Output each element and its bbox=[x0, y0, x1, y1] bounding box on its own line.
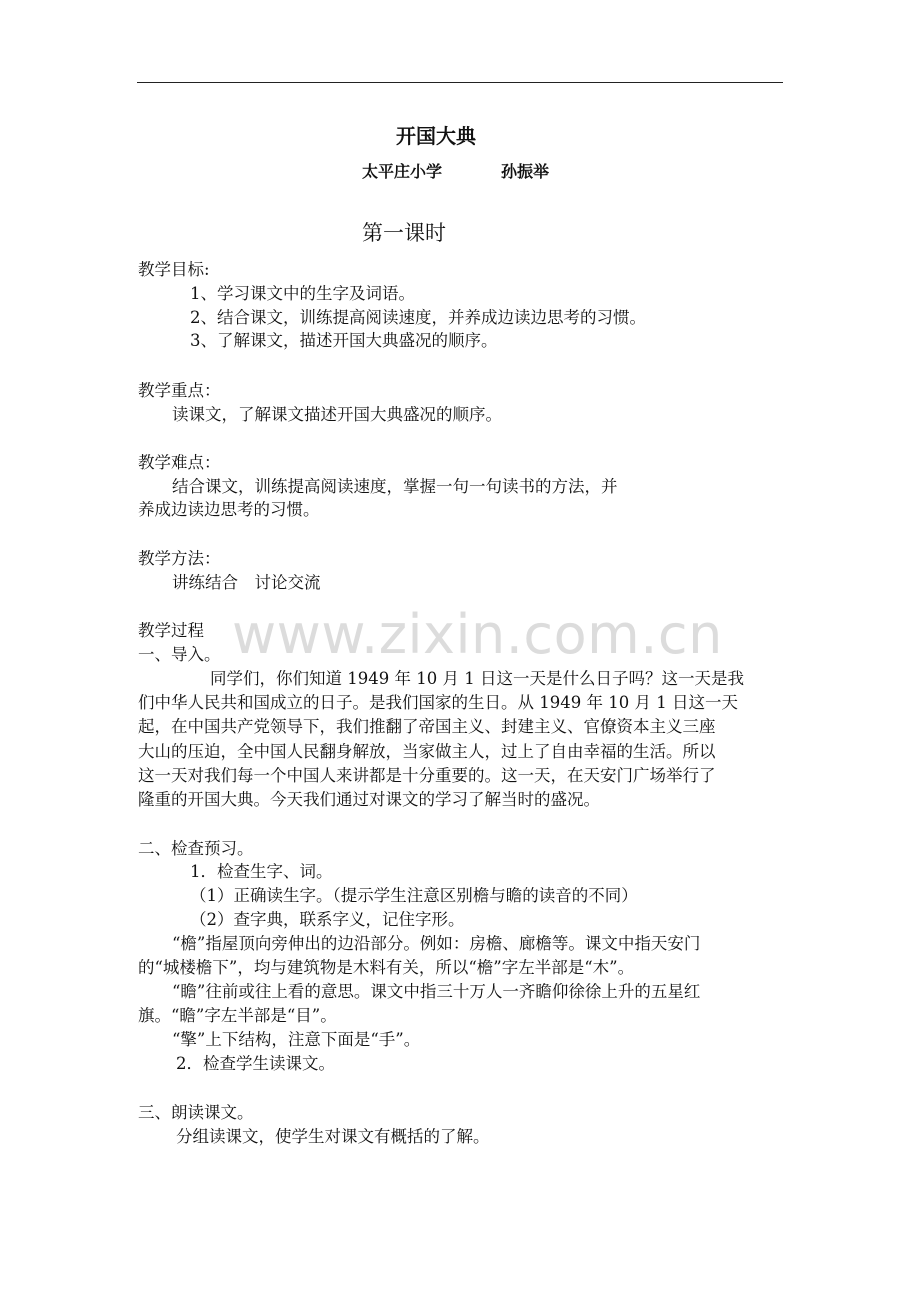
header-rule bbox=[137, 82, 783, 83]
document-title: 开国大典 bbox=[396, 124, 476, 148]
subsection-item: （2）查字典，联系字义，记住字形。 bbox=[190, 910, 465, 929]
zhan-explanation-line: 旗。“瞻”字左半部是“目”。 bbox=[138, 1006, 337, 1025]
reading-text: 分组读课文，使学生对课文有概括的了解。 bbox=[176, 1127, 490, 1146]
author-name: 孙振举 bbox=[501, 162, 550, 181]
intro-line: 这一天对我们每一个中国人来讲都是十分重要的。这一天，在天安门广场举行了 bbox=[138, 766, 716, 785]
lesson-heading: 第一课时 bbox=[362, 221, 446, 245]
subsection-heading: 2．检查学生读课文。 bbox=[176, 1054, 335, 1073]
difficulties-line: 结合课文，训练提高阅读速度，掌握一句一句读书的方法，并 bbox=[172, 477, 618, 496]
process-heading: 教学过程 bbox=[138, 621, 204, 640]
intro-line: 们中华人民共和国成立的日子。是我们国家的生日。从 1949 年 10 月 1 日这一天 bbox=[138, 693, 738, 712]
methods-heading: 教学方法： bbox=[138, 549, 221, 568]
methods-text: 讲练结合 讨论交流 bbox=[172, 573, 321, 592]
author-school: 太平庄小学 bbox=[362, 162, 443, 181]
yan-explanation-line: “檐”指屋顶向旁伸出的边沿部分。例如：房檐、廊檐等。课文中指天安门 bbox=[172, 934, 701, 953]
difficulties-line: 养成边读边思考的习惯。 bbox=[138, 500, 320, 519]
watermark: www.zixin.com.cn bbox=[232, 603, 723, 666]
goal-item: 3、了解课文，描述开国大典盛况的顺序。 bbox=[190, 331, 498, 350]
goal-item: 2、结合课文，训练提高阅读速度，并养成边读边思考的习惯。 bbox=[190, 308, 646, 327]
subsection-item: （1）正确读生字。（提示学生注意区别檐与瞻的读音的不同） bbox=[190, 886, 638, 905]
subsection-heading: 1．检查生字、词。 bbox=[190, 862, 333, 881]
intro-line: 大山的压迫，全中国人民翻身解放，当家做主人，过上了自由幸福的生活。所以 bbox=[138, 742, 716, 761]
key-points-heading: 教学重点： bbox=[138, 381, 221, 400]
yan-explanation-line: 的“城楼檐下”，均与建筑物是木料有关，所以“檐”字左半部是“木”。 bbox=[138, 958, 635, 977]
section-heading: 二、检查预习。 bbox=[138, 839, 254, 858]
intro-line: 起，在中国共产党领导下，我们推翻了帝国主义、封建主义、官僚资本主义三座 bbox=[138, 717, 716, 736]
key-points-text: 读课文，了解课文描述开国大典盛况的顺序。 bbox=[172, 405, 502, 424]
intro-line: 同学们，你们知道 1949 年 10 月 1 日这一天是什么日子吗？这一天是我 bbox=[210, 669, 744, 688]
zhan-explanation-line: “瞻”往前或往上看的意思。课文中指三十万人一齐瞻仰徐徐上升的五星红 bbox=[172, 982, 701, 1001]
qing-explanation-line: “擎”上下结构，注意下面是“手”。 bbox=[172, 1030, 421, 1049]
section-heading: 三、朗读课文。 bbox=[138, 1103, 254, 1122]
goals-heading: 教学目标: bbox=[138, 260, 210, 279]
goal-item: 1、学习课文中的生字及词语。 bbox=[190, 284, 415, 303]
section-heading: 一、导入。 bbox=[138, 645, 221, 664]
intro-line: 隆重的开国大典。今天我们通过对课文的学习了解当时的盛况。 bbox=[138, 790, 600, 809]
difficulties-heading: 教学难点： bbox=[138, 453, 221, 472]
